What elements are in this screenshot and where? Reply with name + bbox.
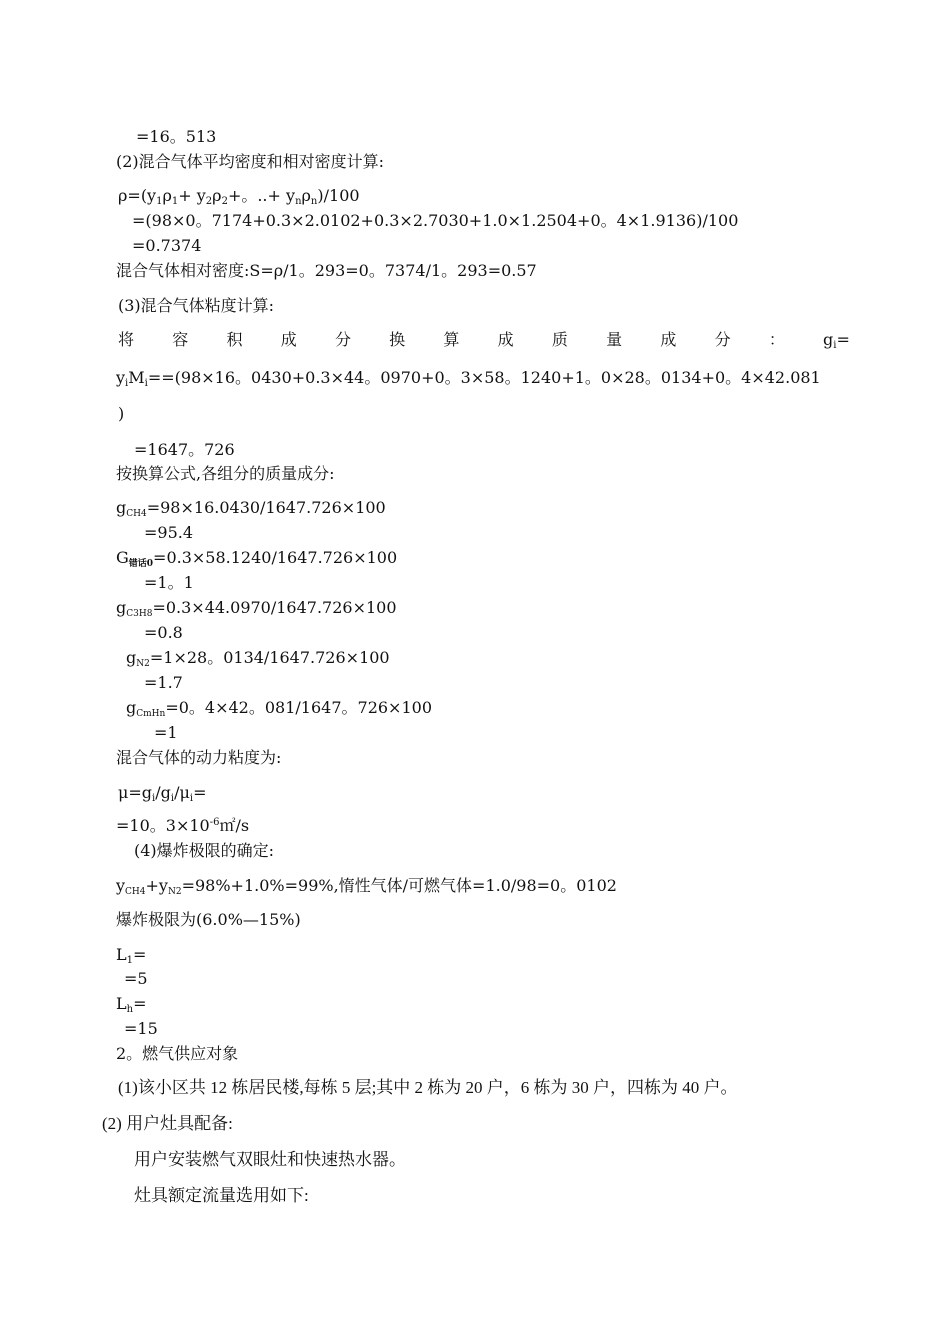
formula-line: =10。$3\times 10^{-6}㎡/s$ [116, 816, 250, 835]
justified-line: 将 容 积 成 分 换 算 成 质 量 成 分 ： $g_i=$ [118, 330, 850, 351]
text-line: =5 [124, 969, 148, 988]
formula-line: $\rho=(y_1\rho_1+ y_2\rho_2+$。..+ $y_n\rho_n)/100$ [118, 186, 360, 207]
formula-line: $L_1=$ [116, 945, 147, 966]
text-line: 爆炸极限为(6.0%—15%) [116, 910, 301, 929]
section-heading: 2。燃气供应对象 [116, 1044, 239, 1063]
paragraph: 用户安装燃气双眼灶和快速热水器。 [134, 1150, 406, 1169]
formula-line: $y_iM_i==(98\times 16$。0430+0.3×44。0970+0。3×58。1240+1。0×28。0134+0。4×42.081 [116, 368, 821, 389]
formula-line: $g_{CH4}=98\times 16.0430/1647.726\times 100$ [116, 498, 386, 519]
text-line: =1 [154, 723, 178, 742]
text-line: =15 [124, 1019, 158, 1038]
text-line: =16。513 [136, 127, 217, 146]
text-line: =1。1 [144, 573, 194, 592]
paragraph: 灶具额定流量选用如下: [134, 1186, 309, 1205]
formula-line: $\mu=g_i/g_i/\mu_i=$ [118, 783, 207, 804]
formula-line: $g_{CmHn}=0$。4×42。081/1647。726×100 [126, 698, 432, 719]
text-line: ) [118, 404, 125, 423]
section-heading: (4)爆炸极限的确定: [134, 841, 275, 860]
section-heading: (2)混合气体平均密度和相对密度计算: [116, 152, 385, 171]
formula-line: $g_{C3H8}=0.3\times 44.0970/1647.726\times 100$ [116, 598, 397, 619]
text-line: =1647。726 [134, 440, 235, 459]
formula-line: =(98×0。7174+0.3×2.0102+0.3×2.7030+1.0×1.2504+0。4×1.9136)/100 [132, 211, 739, 230]
text-line: 混合气体的动力粘度为: [116, 748, 282, 767]
text-line: 按换算公式,各组分的质量成分: [116, 464, 335, 483]
text-line: =0.8 [144, 623, 183, 642]
text-line: =0.7374 [132, 236, 202, 255]
text-line: =95.4 [144, 523, 194, 542]
formula-line: $y_{CH4}+y_{N2}=98\%+1.0\%=99\%$,惰性气体/可燃气体=1.0/98=0。0102 [116, 876, 617, 897]
paragraph: (1)该小区共 12 栋居民楼,每栋 5 层;其中 2 栋为 20 户，6 栋为 30 户，四栋为 40 户。 [118, 1078, 738, 1097]
section-heading: (3)混合气体粘度计算: [118, 296, 275, 315]
paragraph: (2) 用户灶具配备: [102, 1114, 233, 1133]
formula-line: $L_h=$ [116, 994, 147, 1015]
text-line: 混合气体相对密度:S=ρ/1。293=0。7374/1。293=0.57 [116, 261, 537, 280]
formula-line: $g_{N2}=1\times 28$。0134/1647.726×100 [126, 648, 390, 669]
formula-line: $G_{错话0}=0.3\times 58.1240/1647.726\times 100$ [116, 548, 398, 569]
text-line: =1.7 [144, 673, 183, 692]
